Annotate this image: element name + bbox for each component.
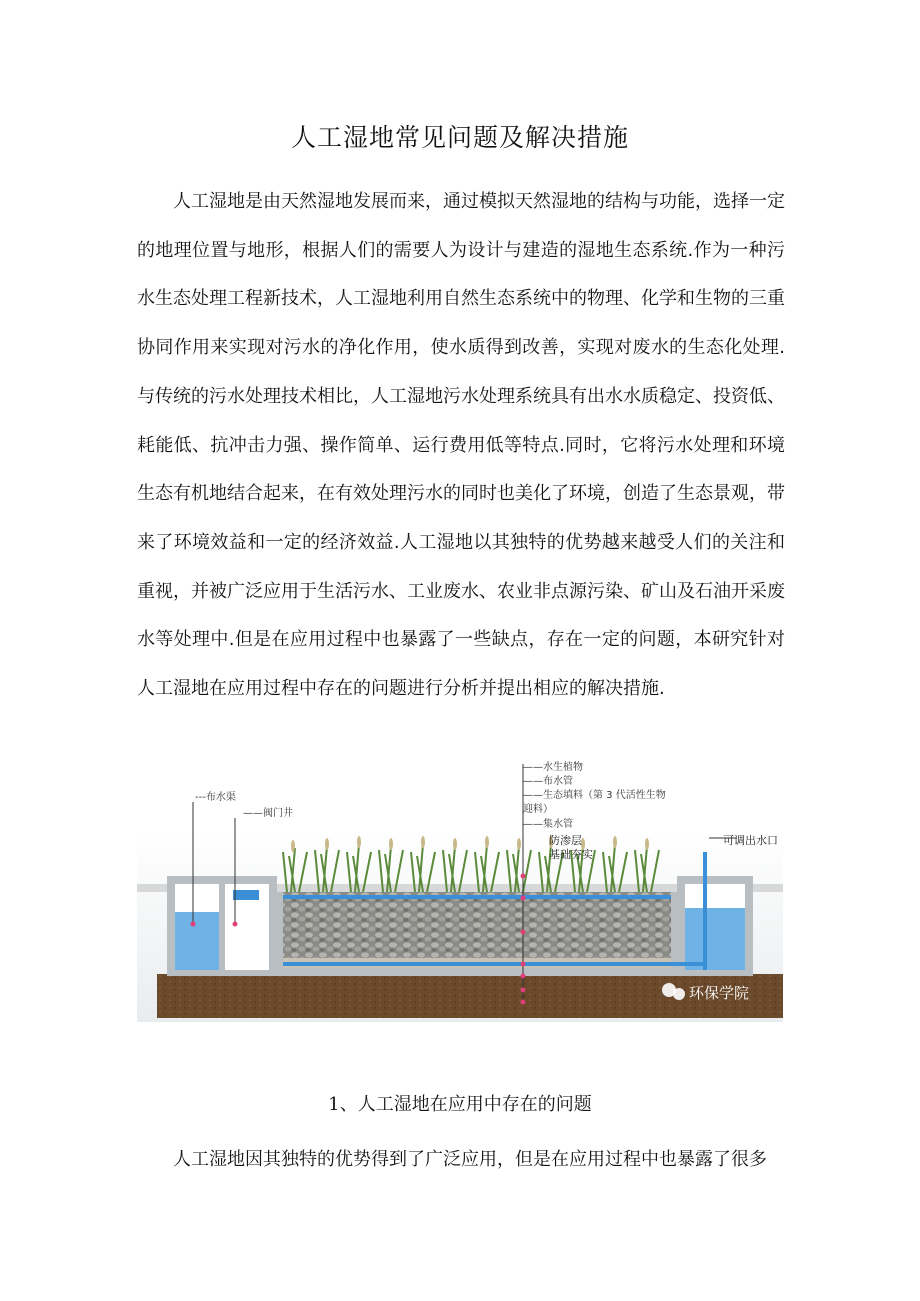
section-heading: 1、人工湿地在应用中存在的问题 — [328, 1094, 592, 1115]
wetland-diagram-svg — [137, 752, 783, 1022]
distribution-pipe — [283, 895, 671, 899]
label-aquatic-plants: ——水生植物 — [523, 762, 583, 773]
label-valve-well: ——阀门井 — [243, 808, 293, 819]
label-seepage-layer: 防渗层 — [549, 834, 582, 847]
adjustable-outlet-pipe — [703, 852, 707, 970]
label-distribution-pipe: ——布水管 — [523, 776, 573, 787]
label-distribution-channel: ---布水渠 — [195, 792, 236, 803]
collection-pipe — [283, 962, 671, 966]
intro-paragraph: 人工湿地是由天然湿地发展而来，通过模拟天然湿地的结构与功能，选择一定的地理位置与地形，根据人们的需要人为设计与建造的湿地生态系统.作为一种污水生态处理工程新技术，人工湿地利用自然生态系统中的物理、化学和生物的三重协同作用来实现对污水的净化作用，使水质得到改善，实现对废水的生态化处理.与传统的污水处理技术相比，人工湿地污水处理系统具有出水水质稳定、投资低、耗能低、抗冲击力强、操作简单、运行费用低等特点.同时，它将污水处理和环境生态有机地结合起来，在有效处理污水的同时也美化了环境，创造了生态景观，带来了环境效益和一定的经济效益.人工湿地以其独特的优势越来越受人们的关注和重视，并被广泛应用于生活污水、工业废水、农业非点源污染、矿山及石油开采废水等处理中.但是在应用过程中也暴露了一些缺点，存在一定的问题，本研究针对人工湿地在应用过程中存在的问题进行分析并提出相应的解决措施. — [137, 191, 785, 700]
gravel-filler — [283, 892, 671, 966]
label-eco-filler-1: ——生态填料（第 3 代活性生物 — [523, 790, 666, 801]
wetland-diagram — [137, 752, 783, 1022]
body-paragraph: 人工湿地因其独特的优势得到了广泛应用，但是在应用过程中也暴露了很多 — [173, 1149, 767, 1170]
label-collection-pipe: ——集水管 — [523, 819, 573, 830]
watermark-text: 环保学院 — [689, 984, 750, 1002]
page-title: 人工湿地常见问题及解决措施 — [290, 123, 629, 152]
distribution-channel-water — [175, 912, 219, 970]
label-adjustable-outlet: 可调出水口 — [723, 834, 778, 847]
label-eco-filler-2: 迎料） — [523, 804, 553, 815]
outlet-tank-water — [685, 908, 745, 970]
label-foundation: 基础夯实 — [549, 848, 593, 861]
